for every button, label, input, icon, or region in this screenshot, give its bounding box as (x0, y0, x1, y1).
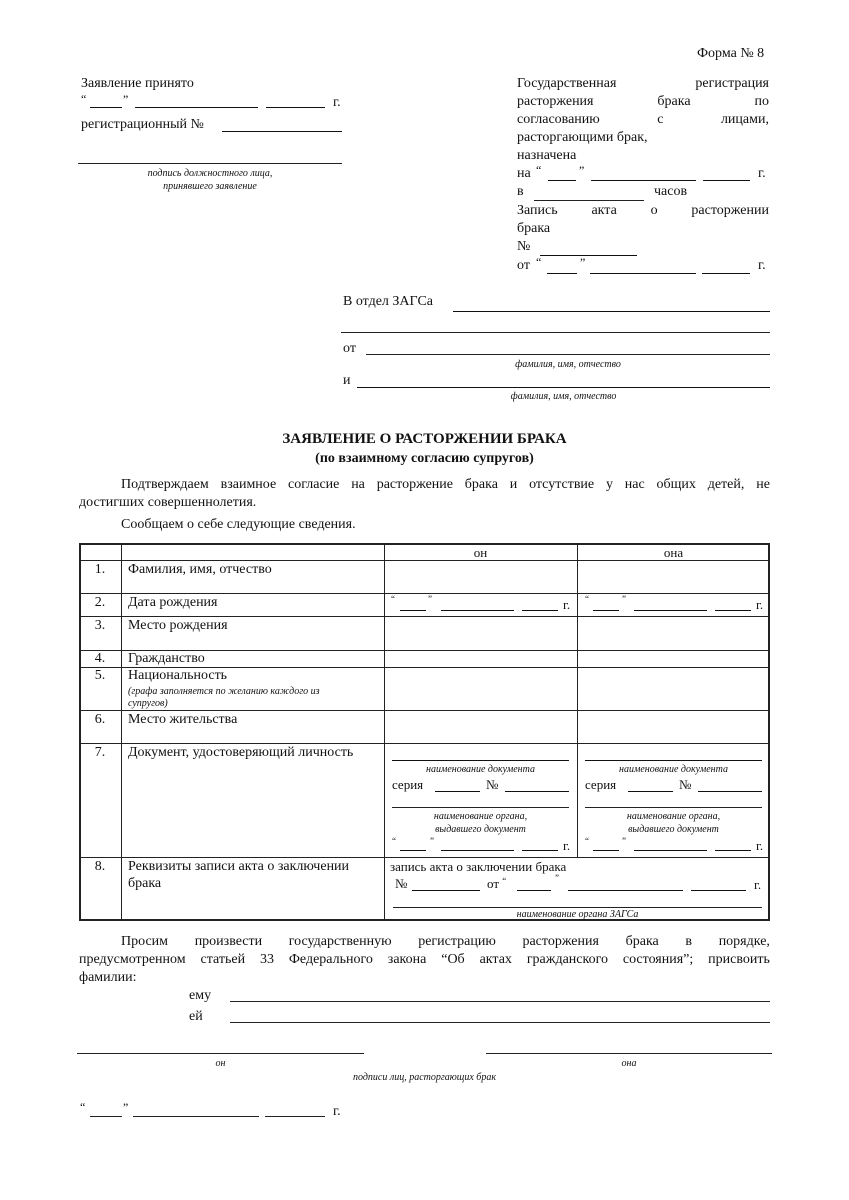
close-quote: ” (555, 873, 559, 883)
text: Государственная (517, 76, 617, 91)
row-label-birthdate: Дата рождения (128, 595, 218, 610)
row-number: 4. (94, 651, 106, 666)
row-divider (79, 857, 770, 858)
her-label: ей (189, 1009, 203, 1024)
col-divider (384, 543, 385, 921)
open-quote: “ (391, 594, 395, 604)
text: произвести (194, 934, 263, 949)
col-divider (121, 543, 122, 921)
open-quote: “ (81, 92, 87, 106)
text: закона (387, 952, 427, 967)
year-suffix: г. (333, 95, 341, 110)
she-birth-year[interactable] (715, 610, 751, 611)
his-signature-caption: он (215, 1058, 226, 1069)
close-quote: ” (580, 255, 586, 269)
applicant-1-fio-field[interactable] (366, 354, 770, 355)
he-birth-year[interactable] (522, 610, 558, 611)
signatures-caption: подписи лиц, расторгающих брак (352, 1072, 497, 1083)
signature-caption: подпись должностного лица, (147, 168, 273, 179)
row-label-citizenship: Гражданство (128, 651, 205, 666)
intro-paragraph-2: Сообщаем о себе следующие сведения. (121, 517, 356, 532)
year-suffix: г. (563, 597, 571, 612)
marriage-record-label: запись акта о заключении брака (390, 859, 567, 874)
he-doc-name-field[interactable] (392, 760, 569, 761)
open-quote: “ (392, 836, 396, 846)
marriage-year-field[interactable] (691, 890, 746, 891)
he-birth-day[interactable] (400, 610, 426, 611)
text: гражданского (526, 952, 608, 967)
record-day-field[interactable] (547, 273, 577, 274)
row-number: 2. (94, 595, 106, 610)
he-doc-issue-month[interactable] (441, 850, 514, 851)
his-signature-field[interactable] (77, 1053, 364, 1054)
he-doc-issue-day[interactable] (400, 850, 426, 851)
she-birth-month[interactable] (634, 610, 707, 611)
zags-caption: наименование органа ЗАГСа (516, 909, 639, 920)
close-quote: ” (579, 163, 585, 177)
her-signature-caption: она (621, 1058, 637, 1069)
row-label-marriage-record: Реквизиты записи акта о заключении (128, 859, 350, 874)
column-she: она (663, 545, 684, 560)
hours-label: часов (654, 184, 688, 199)
record-year-field[interactable] (702, 273, 750, 274)
text: на (351, 477, 365, 492)
row-label-residence: Место жительства (128, 712, 238, 727)
issuer-caption-2: выдавшего документ (628, 824, 719, 835)
request-line-2 (79, 952, 770, 968)
she-birth-day[interactable] (593, 610, 619, 611)
to-zags-label: В отдел ЗАГСа (343, 294, 433, 309)
text: Запись (517, 203, 558, 218)
on-label: на (517, 166, 531, 181)
year-suffix: г. (758, 166, 766, 181)
she-nationality-field[interactable] (579, 668, 768, 709)
she-doc-number-field[interactable] (698, 791, 762, 792)
text: не (756, 477, 770, 492)
appointed-year-field[interactable] (703, 180, 750, 181)
reg-number-field[interactable] (222, 131, 342, 132)
he-doc-number-field[interactable] (505, 791, 569, 792)
open-quote: “ (80, 1100, 86, 1114)
he-citizenship-field[interactable] (386, 651, 575, 666)
text: статьей (200, 952, 246, 967)
year-suffix: г. (756, 597, 764, 612)
year-suffix: г. (333, 1104, 341, 1119)
document-subtitle: (по взаимному согласию супругов) (315, 451, 534, 466)
text: расторжение (376, 477, 453, 492)
accepted-day-field[interactable] (90, 107, 122, 108)
row-number: 5. (94, 668, 106, 683)
close-quote: ” (430, 836, 434, 846)
intro-line-1 (121, 477, 770, 493)
he-doc-issue-year[interactable] (522, 850, 558, 851)
text: присвоить (708, 952, 770, 967)
row-number: 6. (94, 712, 106, 727)
text: Подтверждаем (121, 477, 209, 492)
year-suffix: г. (756, 838, 764, 853)
close-quote: ” (622, 836, 626, 846)
she-doc-issue-year[interactable] (715, 850, 751, 851)
he-birth-month[interactable] (441, 610, 514, 611)
she-doc-issue-day[interactable] (593, 850, 619, 851)
she-birthplace-field[interactable] (579, 617, 768, 649)
fio-caption: фамилия, имя, отчество (510, 391, 617, 402)
document-title: ЗАЯВЛЕНИЕ О РАСТОРЖЕНИИ БРАКА (282, 431, 567, 447)
record-line-2: брака (517, 221, 551, 236)
he-doc-series-field[interactable] (435, 791, 480, 792)
open-quote: “ (536, 255, 542, 269)
record-month-field[interactable] (590, 273, 696, 274)
record-number-field[interactable] (540, 255, 637, 256)
appointed-hours-field[interactable] (534, 200, 644, 201)
text: брака (625, 934, 659, 949)
text: с (657, 112, 664, 127)
nationality-note-2: супругов) (128, 698, 168, 709)
appointed-month-field[interactable] (591, 180, 696, 181)
request-line-3: фамилии: (79, 970, 137, 985)
close-quote: ” (123, 92, 129, 106)
applicant-2-fio-field[interactable] (357, 387, 770, 388)
signature-caption-2: принявшего заявление (163, 181, 257, 192)
close-quote: ” (622, 594, 626, 604)
doc-name-caption: наименование документа (619, 764, 728, 775)
marriage-number-label: № (395, 876, 408, 891)
text: регистрация (695, 76, 769, 91)
marriage-record-number-field[interactable] (412, 890, 480, 891)
row-label-id-document: Документ, удостоверяющий личность (128, 745, 354, 760)
fio-caption: фамилия, имя, отчество (515, 359, 621, 370)
row-number: 3. (94, 618, 106, 633)
text: Федерального (288, 952, 373, 967)
text: согласованию (517, 112, 600, 127)
request-line-1 (121, 934, 770, 950)
text: “Об (441, 952, 465, 967)
sign-month-field[interactable] (133, 1116, 259, 1117)
text: согласие (288, 477, 340, 492)
open-quote: “ (502, 876, 507, 886)
text: 33 (259, 952, 274, 967)
text: брака (464, 477, 498, 492)
his-surname-field[interactable] (230, 1001, 770, 1002)
appointed-day-field[interactable] (548, 180, 576, 181)
text: взаимное (220, 477, 277, 492)
marriage-day-field[interactable] (517, 890, 551, 891)
record-number-label: № (517, 239, 531, 254)
text: расторжения (522, 934, 599, 949)
row-label-marriage-record-2: брака (128, 876, 162, 891)
her-signature-field[interactable] (486, 1053, 772, 1054)
accepted-month-field[interactable] (135, 107, 258, 108)
at-label: в (517, 184, 524, 199)
text: государственную (288, 934, 392, 949)
text: общих (656, 477, 696, 492)
she-citizenship-field[interactable] (579, 651, 768, 666)
column-he: он (473, 545, 488, 560)
doc-name-caption: наименование документа (426, 764, 535, 775)
she-doc-name-field[interactable] (585, 760, 762, 761)
text: лицами, (720, 112, 769, 127)
open-quote: “ (585, 836, 589, 846)
she-doc-series-field[interactable] (628, 791, 673, 792)
text: актах (479, 952, 512, 967)
she-doc-issuer-field[interactable] (585, 807, 762, 808)
row-number: 7. (94, 745, 106, 760)
close-quote: ” (428, 594, 432, 604)
row-number: 8. (94, 859, 106, 874)
series-label: серия (392, 777, 424, 792)
reg-line-3 (517, 112, 769, 128)
series-label: серия (585, 777, 617, 792)
official-signature-field[interactable] (78, 163, 342, 164)
marriage-from (487, 876, 506, 892)
close-quote: ” (123, 1100, 129, 1114)
text: по (754, 94, 769, 109)
text: порядке, (718, 934, 770, 949)
text: и (509, 477, 518, 492)
record-line (517, 203, 769, 219)
form-number: Форма № 8 (697, 46, 765, 61)
text: расторжения (517, 94, 594, 109)
text: отсутствие (529, 477, 595, 492)
col-divider (577, 543, 578, 857)
row-label-nationality: Национальность (128, 668, 228, 683)
sign-year-field[interactable] (265, 1116, 325, 1117)
her-surname-field[interactable] (230, 1022, 770, 1023)
reg-line-5: назначена (517, 148, 577, 163)
number-label: № (486, 777, 499, 792)
text: расторжении (691, 203, 769, 218)
reg-line-4: расторгающими брак, (517, 130, 648, 145)
text: состояния”; (622, 952, 694, 967)
text: регистрацию (418, 934, 496, 949)
marriage-zags-name-field[interactable] (393, 907, 762, 908)
issuer-caption: наименование органа, (626, 811, 721, 822)
he-doc-issuer-field[interactable] (392, 807, 569, 808)
text: у (605, 477, 613, 492)
number-label: № (679, 777, 692, 792)
issuer-caption-2: выдавшего документ (435, 824, 526, 835)
text: Просим (121, 934, 169, 949)
text: предусмотренном (79, 952, 186, 967)
zags-name-field-2[interactable] (341, 332, 770, 333)
intro-line-2: достигших совершеннолетия. (79, 495, 257, 510)
he-nationality-field[interactable] (386, 668, 575, 709)
reg-line-1 (517, 76, 769, 92)
row-number: 1. (94, 562, 106, 577)
nationality-note: (графа заполняется по желанию каждого из (128, 686, 320, 697)
row-label-birthplace: Место рождения (128, 618, 228, 633)
record-from-label: от (517, 258, 530, 273)
text: брака (657, 94, 691, 109)
text: в (685, 934, 693, 949)
sign-day-field[interactable] (90, 1116, 122, 1117)
zags-name-field[interactable] (453, 311, 770, 312)
open-quote: “ (536, 163, 542, 177)
accepted-year-field[interactable] (266, 107, 325, 108)
she-residence-field[interactable] (579, 711, 768, 742)
open-quote: “ (585, 594, 589, 604)
he-birthplace-field[interactable] (386, 617, 575, 649)
and-label: и (343, 373, 351, 388)
from-label: от (343, 341, 356, 356)
he-residence-field[interactable] (386, 711, 575, 742)
issuer-caption: наименование органа, (433, 811, 528, 822)
she-fio-field[interactable] (579, 561, 768, 592)
year-suffix: г. (758, 258, 766, 273)
row-divider (79, 593, 770, 594)
he-fio-field[interactable] (386, 561, 575, 592)
row-divider (79, 743, 770, 744)
accepted-title: Заявление принято (81, 76, 194, 91)
text: акта (591, 203, 617, 218)
reg-line-2 (517, 94, 769, 110)
row-label-fio: Фамилия, имя, отчество (128, 562, 272, 577)
marriage-month-field[interactable] (568, 890, 683, 891)
year-suffix: г. (754, 877, 762, 892)
text: нас (624, 477, 645, 492)
she-doc-issue-month[interactable] (634, 850, 707, 851)
from-label: от (487, 876, 500, 891)
reg-number-label: регистрационный № (81, 117, 204, 132)
text: детей, (707, 477, 745, 492)
him-label: ему (189, 988, 212, 1003)
year-suffix: г. (563, 838, 571, 853)
text: о (650, 203, 658, 218)
